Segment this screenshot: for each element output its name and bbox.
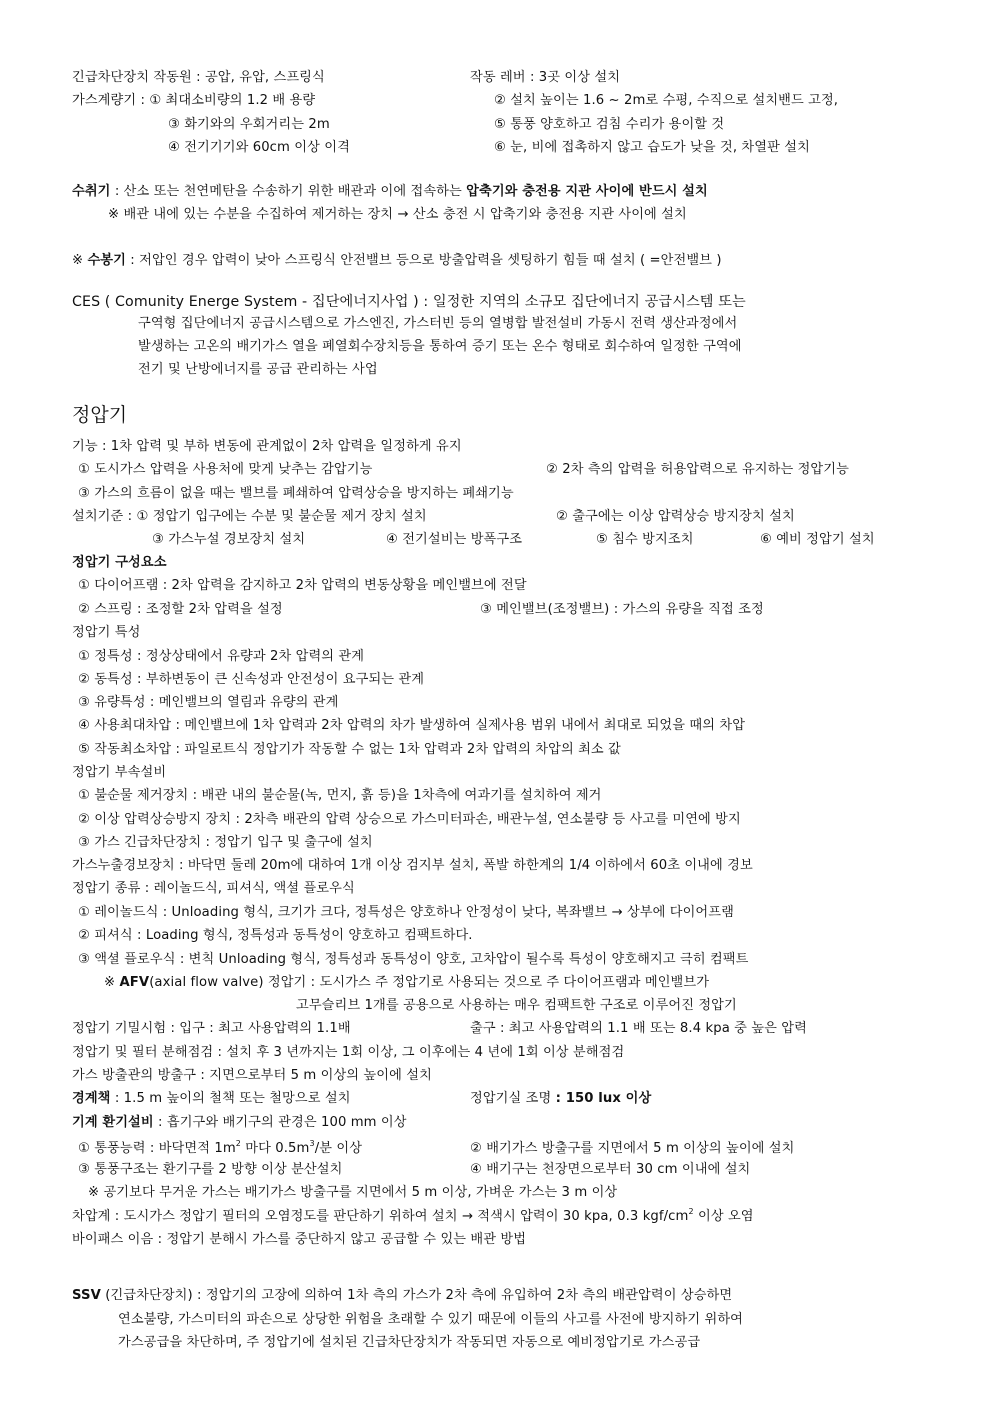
seal-term: 수봉기	[87, 253, 126, 268]
characteristics-line-5: ⑤ 작동최소차압 : 파일로트식 정압기가 작동할 수 없는 1차 압력과 2차 압력의 차압의 최소 값	[78, 742, 621, 757]
meter-line-2b: ⑤ 통풍 양호하고 검침 수리가 용이할 것	[494, 117, 725, 132]
install-f: ⑥ 예비 정압기 설치	[760, 532, 875, 547]
differential-gauge-line	[72, 1208, 754, 1226]
components-line-2a: ② 스프링 : 조정할 2차 압력을 설정	[78, 602, 283, 617]
afv-prefix: ※	[104, 975, 120, 990]
ces-line-1: CES ( Comunity Energe System - 집단에너지사업 ) : 일정한 지역의 소규모 집단에너지 공급시스템 또는	[72, 294, 746, 310]
vent-equipment-term: 기계 환기설비	[72, 1115, 154, 1130]
drain-desc: : 산소 또는 천연메탄을 수송하기 위한 배관과 이에 접속하는	[110, 184, 467, 199]
accessories-line-2: ② 이상 압력상승방지 장치 : 2차측 배관의 압력 상승으로 가스미터파손, 배관누설, 연소불량 등 사고를 미연에 방지	[78, 812, 741, 827]
afv-line-2: 고무슬리브 1개를 공용으로 사용하는 매우 컴팩트한 구조로 이루어진 정압기	[296, 998, 737, 1013]
characteristics-line-1: ① 정특성 : 정상상태에서 유량과 2차 압력의 관계	[78, 649, 365, 664]
seal-line	[72, 252, 722, 270]
differential-gauge-post: 이상 오염	[693, 1209, 754, 1224]
function-line-1: 기능 : 1차 압력 및 부하 변동에 관계없이 2차 압력을 일정하게 유지	[72, 439, 462, 454]
function-line-2a: ① 도시가스 압력을 사용처에 맞게 낮추는 감압기능	[78, 462, 373, 477]
superscript-3: 3	[309, 1139, 315, 1148]
install-b: ② 출구에는 이상 압력상승 방지장치 설치	[556, 509, 795, 524]
install-a: 설치기준 : ① 정압기 입구에는 수분 및 불순물 제거 장치 설치	[72, 509, 427, 524]
meter-line-2a: ③ 화기와의 우회거리는 2m	[168, 117, 330, 132]
ssv-line-1	[72, 1287, 732, 1305]
ces-line-2: 구역형 집단에너지 공급시스템으로 가스엔진, 가스터빈 등의 열병합 발전설비 가동시 전력 생산과정에서	[138, 316, 738, 331]
vent-equipment-desc: : 흡기구와 배기구의 관경은 100 mm 이상	[153, 1115, 407, 1130]
airtight-line-a: 정압기 기밀시험 : 입구 : 최고 사용압력의 1.1배	[72, 1021, 351, 1036]
ssv-desc: (긴급차단장치) : 정압기의 고장에 의하여 1차 측의 가스가 2차 측에 유입하여 2차 측의 배관압력이 상승하면	[100, 1288, 733, 1303]
afv-line-1	[104, 974, 709, 992]
drain-term: 수취기	[72, 184, 111, 199]
ces-line-4: 전기 및 난방에너지를 공급 관리하는 사업	[138, 362, 378, 377]
ventilation-line-1a	[78, 1140, 362, 1158]
ventilation-line-2a: ③ 통풍구조는 환기구를 2 방향 이상 분산설치	[78, 1162, 343, 1177]
lighting-label: 정압기실 조명	[470, 1091, 556, 1106]
fence-line	[72, 1090, 351, 1108]
afv-term: AFV	[119, 975, 150, 990]
components-line-2b: ③ 메인밸브(조정밸브) : 가스의 유량을 직접 조정	[480, 602, 764, 617]
accessories-line-4: 가스누출경보장치 : 바닥면 둘레 20m에 대하여 1개 이상 검지부 설치, 폭발 하한계의 1/4 이하에서 60초 이내에 경보	[72, 858, 753, 873]
emergency-trigger-line: 긴급차단장치 작동원 : 공압, 유압, 스프링식	[72, 70, 325, 85]
heavy-gas-note: ※ 공기보다 무거운 가스는 배기가스 방출구를 지면에서 5 m 이상, 가벼운 가스는 3 m 이상	[88, 1185, 618, 1200]
characteristics-line-3: ③ 유량특성 : 메인밸브의 열림과 유량의 관계	[78, 695, 339, 710]
ventilation-capacity-text: ① 통풍능력 : 바닥면적 1m	[78, 1141, 236, 1156]
seal-prefix: ※	[72, 253, 88, 268]
install-c: ③ 가스누설 경보장치 설치	[152, 532, 306, 547]
ssv-term: SSV	[72, 1288, 101, 1303]
ssv-line-3: 가스공급을 차단하며, 주 정압기에 설치된 긴급차단장치가 작동되면 자동으로 예비정압기로 가스공급	[118, 1335, 701, 1350]
types-line-1: ① 레이놀드식 : Unloading 형식, 크기가 크다, 정특성은 양호하나 안정성이 낮다, 복좌밸브 → 상부에 다이어프램	[78, 905, 734, 920]
ventilation-line-2b: ④ 배기구는 천장면으로부터 30 cm 이내에 설치	[470, 1162, 751, 1177]
drain-line	[72, 183, 708, 201]
drain-note: ※ 배관 내에 있는 수분을 수집하여 제거하는 장치 → 산소 충전 시 압축기와 충전용 지관 사이에 설치	[108, 207, 687, 222]
accessories-line-1: ① 불순물 제거장치 : 배관 내의 불순물(녹, 먼지, 흙 등)을 1차측에 여과기를 설치하여 제거	[78, 788, 602, 803]
vent-outlet-line: 가스 방출관의 방출구 : 지면으로부터 5 m 이상의 높이에 설치	[72, 1068, 432, 1083]
meter-line-1b: ② 설치 높이는 1.6 ~ 2m로 수평, 수직으로 설치밴드 고정,	[494, 93, 839, 108]
ventilation-capacity-post: /분 이상	[314, 1141, 363, 1156]
ces-line-3: 발생하는 고온의 배기가스 열을 폐열회수장치등을 통하여 증기 또는 온수 형태로 회수하여 일정한 구역에	[138, 339, 742, 354]
fence-term: 경계책	[72, 1091, 111, 1106]
characteristics-line-2: ② 동특성 : 부하변동이 큰 신속성과 안전성이 요구되는 관계	[78, 672, 425, 687]
overhaul-line: 정압기 및 필터 분해점검 : 설치 후 3 년까지는 1회 이상, 그 이후에는 4 년에 1회 이상 분해점검	[72, 1045, 625, 1060]
characteristics-line-4: ④ 사용최대차압 : 메인밸브에 1차 압력과 2차 압력의 차가 발생하여 실제사용 범위 내에서 최대로 되었을 때의 차압	[78, 718, 746, 733]
airtight-line-b: 출구 : 최고 사용압력의 1.1 배 또는 8.4 kpa 중 높은 압력	[470, 1021, 807, 1036]
characteristics-title: 정압기 특성	[72, 625, 141, 640]
seal-desc: : 저압인 경우 압력이 낮아 스프링식 안전밸브 등으로 방출압력을 셋팅하기 힘들 때 설치 ( =안전밸브 )	[125, 253, 722, 268]
superscript-2: 2	[688, 1207, 694, 1216]
emergency-lever-line: 작동 레버 : 3곳 이상 설치	[470, 70, 621, 85]
superscript-2: 2	[235, 1139, 241, 1148]
differential-gauge-text: 차압계 : 도시가스 정압기 필터의 오염정도를 판단하기 위하여 설치 → 적색시 압력이 30 kpa, 0.3 kgf/cm	[72, 1209, 689, 1224]
bypass-line: 바이패스 이음 : 정압기 분해시 가스를 중단하지 않고 공급할 수 있는 배관 방법	[72, 1232, 527, 1247]
components-line-1: ① 다이어프램 : 2차 압력을 감지하고 2차 압력의 변동상황을 메인밸브에 전달	[78, 578, 527, 593]
ssv-line-2: 연소불량, 가스미터의 파손으로 상당한 위험을 초래할 수 있기 때문에 이들의 사고를 사전에 방지하기 위하여	[118, 1312, 744, 1327]
section-title: 정압기	[72, 404, 128, 426]
meter-line-3b: ⑥ 눈, 비에 접촉하지 않고 습도가 낮을 것, 차열판 설치	[494, 140, 810, 155]
lighting-line	[470, 1090, 651, 1108]
accessories-title: 정압기 부속설비	[72, 765, 167, 780]
function-line-2b: ② 2차 측의 압력을 허용압력으로 유지하는 정압기능	[546, 462, 849, 477]
components-title: 정압기 구성요소	[72, 555, 167, 570]
fence-desc: : 1.5 m 높이의 철책 또는 철망으로 설치	[110, 1091, 351, 1106]
drain-bold-tail: 압축기와 충전용 지관 사이에 반드시 설치	[466, 184, 708, 199]
types-title: 정압기 종류 : 레이놀드식, 피셔식, 액셜 플로우식	[72, 881, 355, 896]
install-d: ④ 전기설비는 방폭구조	[386, 532, 523, 547]
ventilation-capacity-mid: 마다 0.5m	[241, 1141, 310, 1156]
accessories-line-3: ③ 가스 긴급차단장치 : 정압기 입구 및 출구에 설치	[78, 835, 373, 850]
vent-equipment-line	[72, 1114, 407, 1132]
lighting-value: : 150 lux 이상	[555, 1091, 652, 1106]
meter-line-1a: 가스계량기 : ① 최대소비량의 1.2 배 용량	[72, 93, 316, 108]
install-e: ⑤ 침수 방지조치	[596, 532, 694, 547]
function-line-3: ③ 가스의 흐름이 없을 때는 밸브를 폐쇄하여 압력상승을 방지하는 폐쇄기능	[78, 486, 514, 501]
ventilation-line-1b: ② 배기가스 방출구를 지면에서 5 m 이상의 높이에 설치	[470, 1141, 795, 1156]
meter-line-3a: ④ 전기기기와 60cm 이상 이격	[168, 140, 350, 155]
types-line-3: ③ 액셜 플로우식 : 변칙 Unloading 형식, 정특성과 동특성이 양호, 고차압이 될수록 특성이 양호해지고 극히 컴팩트	[78, 952, 749, 967]
types-line-2: ② 피셔식 : Loading 형식, 정특성과 동특성이 양호하고 컴팩트하다.	[78, 928, 473, 943]
afv-desc: (axial flow valve) 정압기 : 도시가스 주 정압기로 사용되는 것으로 주 다이어프램과 메인밸브가	[149, 975, 710, 990]
